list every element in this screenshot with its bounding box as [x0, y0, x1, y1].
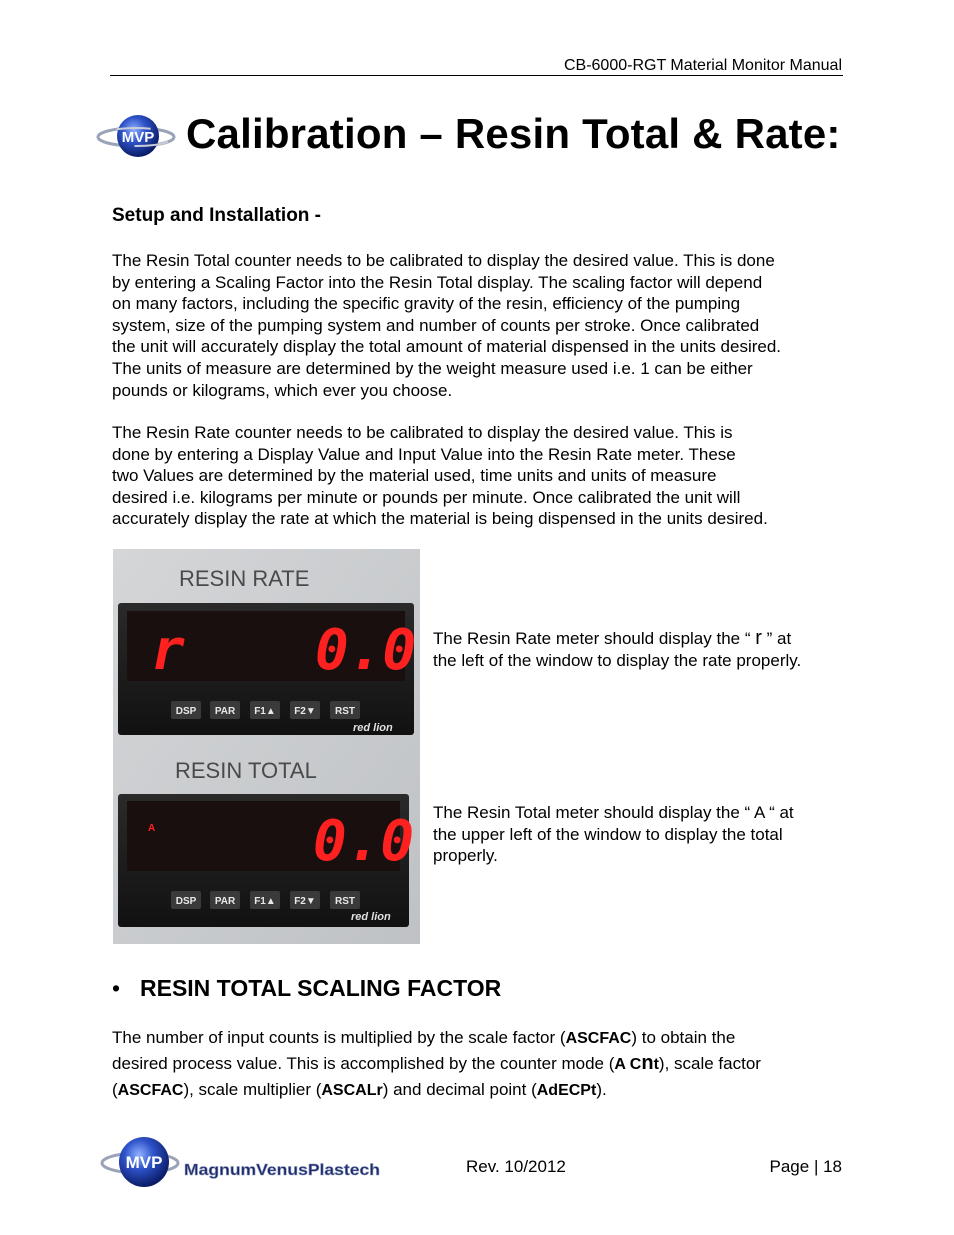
setup-heading: Setup and Installation -: [112, 205, 322, 226]
header-rule: [110, 75, 843, 76]
caption-text: properly.: [433, 846, 498, 866]
resin-total-meter: [118, 794, 414, 927]
text-run: (: [112, 1080, 118, 1099]
param-adecpt: AdECPt: [536, 1082, 597, 1099]
caption-rate-char: r: [755, 627, 762, 649]
text-line: The units of measure are determined by the weight measure used i.e. 1 can be either: [112, 358, 753, 378]
rate-brand-label: red lion: [353, 722, 393, 734]
param-ascalr: ASCALr: [321, 1082, 383, 1099]
text-run: ) to obtain the: [631, 1028, 736, 1047]
text-run: ), scale multiplier (: [183, 1080, 322, 1099]
rate-panel-label: RESIN RATE: [179, 566, 310, 591]
footer-logo-text: MVP: [125, 1153, 163, 1172]
text-run: ) and decimal point (: [382, 1080, 537, 1099]
text-run: A C: [614, 1056, 642, 1073]
logo-text: MVP: [121, 129, 155, 146]
company-name: MagnumVenusPlastech: [184, 1162, 380, 1179]
text-run: ).: [596, 1080, 607, 1099]
total-caption: [433, 802, 853, 867]
text-line: pounds or kilograms, which ever you choose.: [112, 380, 453, 400]
total-par-key: PAR: [214, 896, 236, 907]
param-ascfac: ASCFAC: [565, 1030, 632, 1047]
total-mode-char: A: [148, 823, 156, 834]
text-run: desired process value. This is accomplished by the counter mode (: [112, 1054, 615, 1073]
text-line: The Resin Total counter needs to be calibrated to display the desired value. This is done: [112, 251, 775, 270]
mvp-logo: [96, 110, 178, 160]
rate-f2-key: F2▼: [294, 706, 316, 717]
total-brand-label: red lion: [351, 911, 391, 923]
bullet-icon: •: [112, 975, 121, 1001]
text-run: The number of input counts is multiplied by the scale factor (: [112, 1028, 566, 1047]
text-line: accurately display the rate at which the material is being dispensed in the units desired.: [112, 509, 768, 529]
text-line: desired i.e. kilograms per minute or pounds per minute. Once calibrated the unit will: [112, 487, 741, 507]
running-header: CB-6000-RGT Material Monitor Manual: [563, 57, 842, 74]
param-ascfac: ASCFAC: [117, 1082, 184, 1099]
setup-paragraph-2: [112, 422, 857, 530]
text-run: n: [641, 1052, 654, 1074]
rate-caption: [433, 628, 853, 671]
revision-date: Rev. 10/2012: [466, 1157, 566, 1176]
text-line: the unit will accurately display the total amount of material dispensed in the units desired.: [112, 337, 782, 357]
text-run: t: [653, 1056, 659, 1073]
total-f1-key: F1▲: [254, 896, 276, 907]
footer-mvp-logo: [100, 1132, 182, 1192]
text-line: done by entering a Display Value and Input Value into the Resin Rate meter. These: [112, 444, 736, 464]
scaling-heading-text: RESIN TOTAL SCALING FACTOR: [140, 975, 502, 1001]
rate-rst-key: RST: [335, 706, 355, 717]
resin-rate-meter: [118, 603, 416, 735]
caption-text: The Resin Total meter should display the “ A “ at: [433, 803, 794, 822]
total-panel-label: RESIN TOTAL: [175, 758, 317, 783]
page-title: Calibration – Resin Total & Rate:: [186, 110, 841, 157]
caption-text: the left of the window to display the rate properly.: [433, 650, 802, 670]
rate-dsp-key: DSP: [175, 706, 197, 717]
param-counter-mode: [614, 1052, 659, 1074]
text-run: ), scale factor: [658, 1054, 761, 1073]
meters-photo: [113, 549, 420, 944]
caption-text: the upper left of the window to display the total: [433, 824, 783, 844]
setup-paragraph-1: [112, 250, 857, 401]
total-f2-key: F2▼: [294, 896, 316, 907]
rate-f1-key: F1▲: [254, 706, 276, 717]
total-rst-key: RST: [335, 896, 355, 907]
text-line: on many factors, including the specific gravity of the resin, efficiency of the pumping: [112, 294, 741, 314]
caption-text: The Resin Rate meter should display the “: [433, 629, 756, 648]
text-line: two Values are determined by the material used, time units and units of measure: [112, 466, 717, 486]
scaling-paragraph: [112, 1025, 857, 1103]
rate-par-key: PAR: [214, 706, 236, 717]
total-dsp-key: DSP: [175, 896, 197, 907]
page-number: Page | 18: [769, 1157, 842, 1176]
rate-display-value: 0.0: [315, 618, 417, 683]
company-wordmark: [184, 1153, 384, 1183]
rate-mode-char: r: [151, 618, 185, 683]
caption-text: ” at: [761, 629, 792, 648]
text-line: The Resin Rate counter needs to be calibrated to display the desired value. This is: [112, 423, 733, 442]
total-display-value: 0.0: [313, 809, 415, 874]
text-line: system, size of the pumping system and number of counts per stroke. Once calibrated: [112, 315, 760, 335]
text-line: by entering a Scaling Factor into the Resin Total display. The scaling factor will depend: [112, 272, 763, 292]
